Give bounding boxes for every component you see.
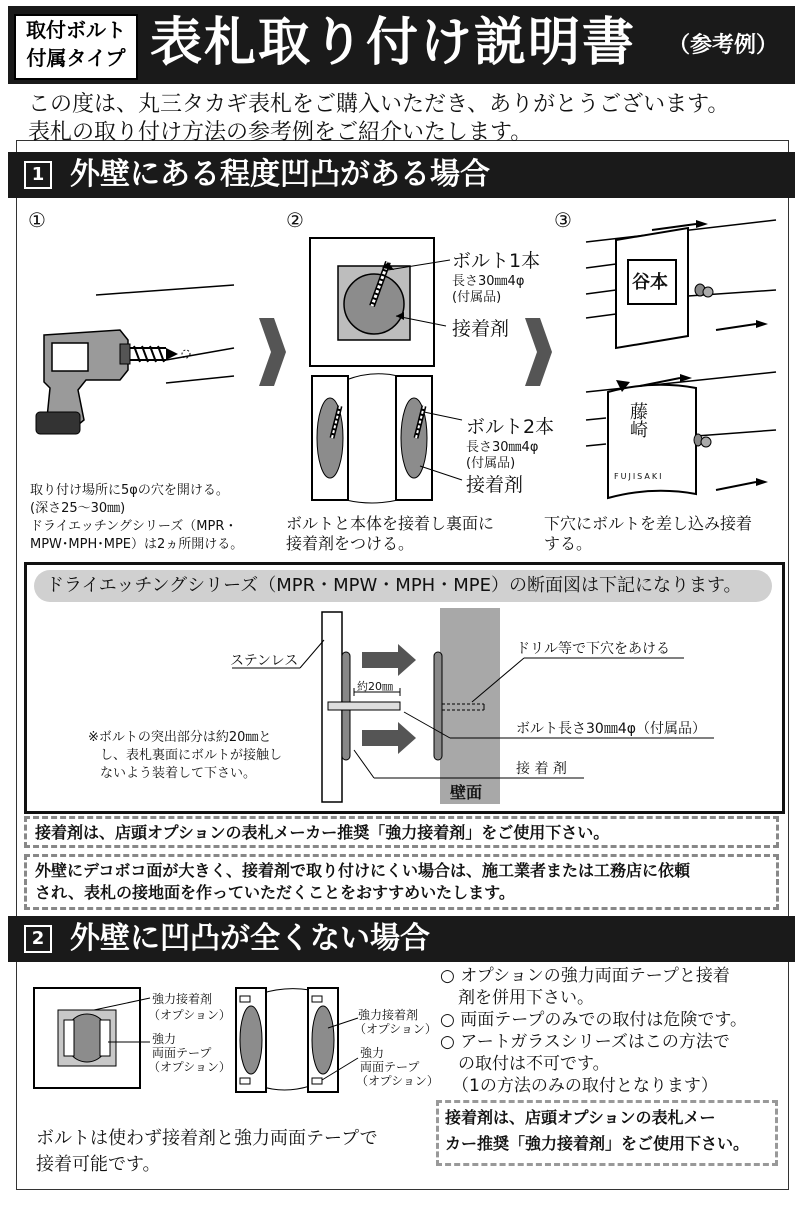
bolt-2-attached: (付属品) bbox=[466, 456, 516, 471]
no-bolt-text-line-2: 接着可能です。 bbox=[36, 1154, 161, 1175]
adhesive-label-b: 接着剤 bbox=[466, 474, 524, 496]
caption-3-line-2: する。 bbox=[544, 534, 593, 553]
uneven-notice-line-1: 外壁にデコボコ面が大きく、接着剤で取り付けにくい場合は、施工業者または工務店に依頼 bbox=[35, 861, 691, 880]
uneven-wall-notice bbox=[24, 854, 779, 910]
bolt-1-label: ボルト1本 bbox=[452, 250, 541, 272]
adhesive-notice: 接着剤は、店頭オプションの表札メーカー推奨「強力接着剤」をご使用下さい。 bbox=[24, 816, 779, 848]
bolt-1-spec: 長さ30㎜4φ bbox=[452, 274, 525, 289]
s2-adhesive-label-1: 強力接着剤 bbox=[152, 992, 213, 1006]
arrow-lower bbox=[362, 722, 416, 754]
no-bolt-text-line-1: ボルトは使わず接着剤と強力両面テープで bbox=[36, 1128, 378, 1149]
s2-tape-label-2a: 強力 bbox=[360, 1046, 385, 1060]
caption-1-line-4: MPW･MPH･MPE）は2ヵ所開ける。 bbox=[30, 537, 244, 552]
page-subtitle: （参考例） bbox=[668, 33, 779, 58]
section-1-title: 外壁にある程度凹凸がある場合 bbox=[70, 157, 490, 192]
wall-label: 壁面 bbox=[450, 783, 483, 802]
wall-body bbox=[440, 608, 500, 804]
caption-2-line-2: 接着剤をつける。 bbox=[286, 534, 415, 553]
step-1-number: ① bbox=[28, 208, 46, 232]
s2-tape-label-2b: 両面テープ bbox=[360, 1060, 420, 1074]
caption-1-line-1: 取り付け場所に5φの穴を開ける。 bbox=[30, 483, 229, 498]
bolt-length-label: ボルト長さ30㎜4φ（付属品） bbox=[516, 721, 706, 737]
single-bolt-plate bbox=[310, 238, 450, 366]
intro-line-1: この度は、丸三タカギ表札をご購入いただき、ありがとうございます。 bbox=[28, 92, 730, 117]
bolt-2-label: ボルト2本 bbox=[466, 416, 555, 438]
double-bolt-plate bbox=[312, 374, 462, 503]
arrow-chevron-1 bbox=[259, 318, 286, 386]
bolt-note-line-3: ないよう装着して下さい。 bbox=[100, 766, 257, 781]
mounted-plate-top bbox=[586, 220, 776, 348]
s2-adhesive-label-2: 強力接着剤 bbox=[358, 1008, 419, 1022]
section-2-bar bbox=[8, 916, 795, 962]
s2-option-label-2: （オプション） bbox=[148, 1060, 231, 1074]
approx-20mm-label: 約20㎜ bbox=[357, 680, 393, 693]
notice-2-line-1: 接着剤は、店頭オプションの表札メー bbox=[445, 1108, 716, 1127]
bolt-hatch bbox=[328, 702, 400, 710]
step-3-number: ③ bbox=[554, 208, 572, 232]
bullet-3-line-2: の取付は不可です。 bbox=[458, 1054, 610, 1074]
bullet-3-line-3: （1の方法のみの取付となります） bbox=[452, 1076, 718, 1096]
section-2-title: 外壁に凹凸が全くない場合 bbox=[70, 921, 430, 956]
badge-line-2: 付属タイプ bbox=[26, 46, 126, 70]
plate-name-fujisaki: 藤崎 bbox=[627, 402, 648, 438]
arrow-chevron-2 bbox=[525, 318, 552, 386]
s2-option-label-3: （オプション） bbox=[354, 1022, 437, 1036]
s2-option-label-4: （オプション） bbox=[356, 1074, 439, 1088]
uneven-notice-line-2: され、表札の接地面を作っていただくことをおすすめいたします。 bbox=[35, 883, 515, 902]
intro-line-2: 表札の取り付け方法の参考例をご紹介いたします。 bbox=[28, 120, 533, 145]
drill-illustration bbox=[36, 285, 234, 434]
s2-option-label-1: （オプション） bbox=[148, 1008, 231, 1022]
bullet-1-line-1: ○ オプションの強力両面テープと接着 bbox=[440, 966, 730, 986]
section-1-illustration bbox=[16, 200, 787, 510]
adhesive-label-a: 接着剤 bbox=[452, 318, 510, 340]
bolt-note-line-1: ※ボルトの突出部分は約20㎜と bbox=[88, 730, 272, 745]
s2-tape-label-1a: 強力 bbox=[152, 1032, 177, 1046]
cross-section-title: ドライエッチングシリーズ（MPR・MPW・MPH・MPE）の断面図は下記になります。 bbox=[34, 570, 772, 602]
bullet-1-line-2: 剤を併用下さい。 bbox=[458, 988, 594, 1008]
section-2-number: 2 bbox=[24, 925, 52, 953]
badge-line-1: 取付ボルト bbox=[26, 18, 126, 42]
caption-1-line-2: (深さ25〜30㎜) bbox=[30, 501, 126, 516]
notice-2-line-2: カー推奨「強力接着剤」をご使用下さい。 bbox=[445, 1134, 750, 1153]
bolt-type-badge bbox=[14, 14, 138, 80]
step-2-number: ② bbox=[286, 208, 304, 232]
drill-label: ドリル等で下穴をあける bbox=[516, 641, 670, 657]
stainless-label: ステンレス bbox=[230, 653, 299, 669]
adhesive-right bbox=[434, 652, 442, 760]
bullet-2: ○ 両面テープのみでの取付は危険です。 bbox=[440, 1010, 748, 1030]
bolt-note-line-2: し、表札裏面にボルトが接触し bbox=[100, 748, 283, 763]
section-1-number: 1 bbox=[24, 161, 52, 189]
arrow-upper bbox=[362, 644, 416, 676]
caption-3-line-1: 下穴にボルトを差し込み接着 bbox=[544, 514, 753, 533]
bolt-2-spec: 長さ30㎜4φ bbox=[466, 440, 539, 455]
plate-roman-fujisaki: FUJISAKI bbox=[614, 472, 664, 481]
bolt-1-attached: (付属品) bbox=[452, 290, 502, 305]
caption-1-line-3: ドライエッチングシリーズ（MPR・ bbox=[30, 519, 238, 534]
adhesive-notice-2 bbox=[436, 1100, 778, 1166]
section-1-bar bbox=[8, 152, 795, 198]
bullet-3-line-1: ○ アートガラスシリーズはこの方法で bbox=[440, 1032, 730, 1052]
page-title: 表札取り付け説明書 bbox=[150, 13, 637, 73]
adhesive-section-label: 接 着 剤 bbox=[516, 761, 567, 777]
caption-2-line-1: ボルトと本体を接着し裏面に bbox=[286, 514, 495, 533]
plate-name-tanimoto: 谷本 bbox=[632, 272, 668, 293]
s2-tape-label-1b: 両面テープ bbox=[152, 1046, 212, 1060]
